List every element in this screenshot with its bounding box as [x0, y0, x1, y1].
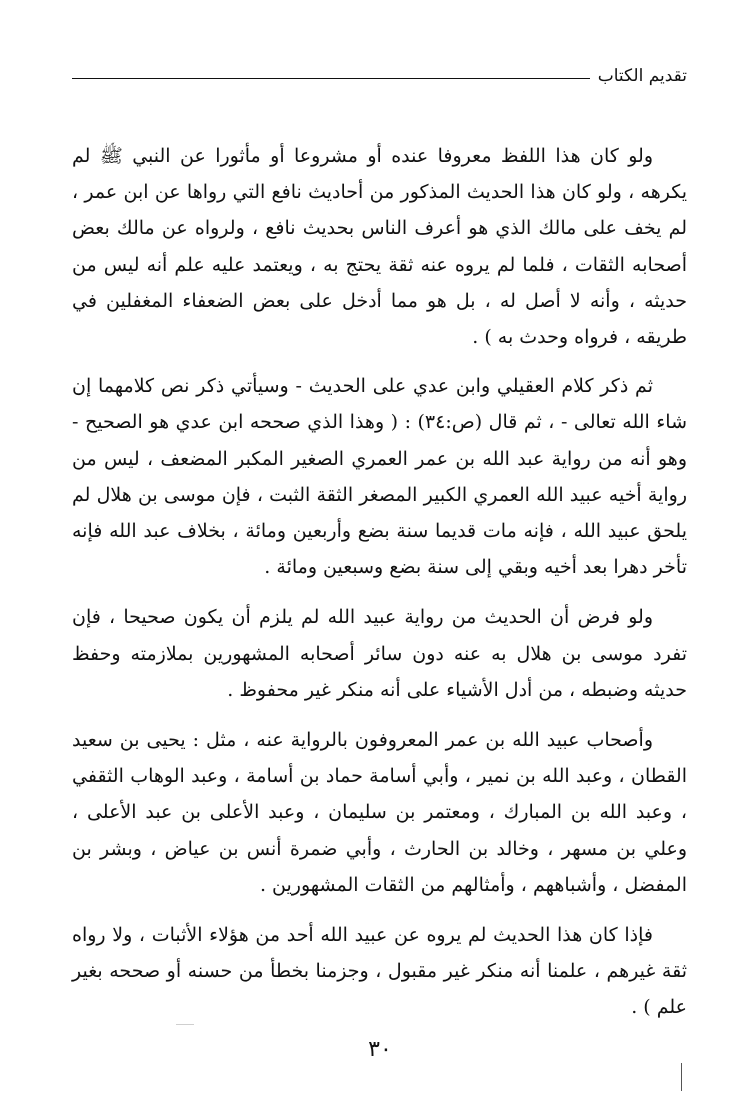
paragraph: فإذا كان هذا الحديث لم يروه عن عبيد الله أحد من هؤلاء الأثبات ، ولا رواه ثقة غيرهم ، علمنا أنه منكر غير مقبول ، وجزمنا بخطأ من حسنه أو صححه بغير علم ) .: [72, 924, 687, 1019]
scan-mark: [176, 1024, 194, 1025]
page-body: [72, 138, 687, 1026]
paragraph: ولو فرض أن الحديث من رواية عبيد الله لم يلزم أن يكون صحيحا ، فإن تفرد موسى بن هلال به عنه دون سائر أصحابه المشهورين بملازمته وحفظ حديثه وضبطه ، من أدل الأشياء على أنه منكر غير محفوظ .: [72, 606, 687, 701]
paragraph: ثم ذكر كلام العقيلي وابن عدي على الحديث - وسيأتي ذكر نص كلامهما إن شاء الله تعالى - ، ثم قال (ص:٣٤) : ( وهذا الذي صححه ابن عدي هو الصحيح - وهو أنه من رواية عبد الله بن عمر العمري الصغير المكبر المضعف ، ليس من رواية أخيه عبيد الله العمري الكبير المصغر الثقة الثبت ، فإن موسى بن هلال لم يلحق عبيد الله ، فإنه مات قديما سنة بضع وأربعين ومائة ، بخلاف عبد الله فإنه تأخر دهرا بعد أخيه وبقي إلى سنة بضع وسبعين ومائة .: [72, 375, 687, 579]
page-edge-mark: [681, 1063, 682, 1091]
page-number: ٣٠: [368, 1037, 392, 1062]
running-header: [72, 60, 687, 92]
paragraph: ولو كان هذا اللفظ معروفا عنده أو مشروعا أو مأثورا عن النبي ﷺ لم يكرهه ، ولو كان هذا الحديث المذكور من أحاديث نافع التي رواها عن ابن عمر ، لم يخف على مالك الذي هو أعرف الناس بحديث نافع ، ولرواه عن مالك بعض أصحابه الثقات ، فلما لم يروه عنه ثقة يحتج به ، ويعتمد عليه علم أنه ليس من حديثه ، وأنه لا أصل له ، بل هو مما أدخل على بعض الضعفاء المغفلين في طريقه ، فرواه وحدث به ) .: [72, 145, 687, 349]
header-title: تقديم الكتاب: [590, 62, 687, 90]
paragraph: وأصحاب عبيد الله بن عمر المعروفون بالرواية عنه ، مثل : يحيى بن سعيد القطان ، وعبد الله بن نمير ، وأبي أسامة حماد بن أسامة ، وعبد الوهاب الثقفي ، وعبد الله بن المبارك ، ومعتمر بن سليمان ، وعبد الأعلى بن عبد الأعلى ، وعلي بن مسهر ، وخالد بن الحارث ، وأبي ضمرة أنس بن عياض ، وبشر بن المفضل ، وأشباههم ، وأمثالهم من الثقات المشهورين .: [72, 729, 687, 896]
